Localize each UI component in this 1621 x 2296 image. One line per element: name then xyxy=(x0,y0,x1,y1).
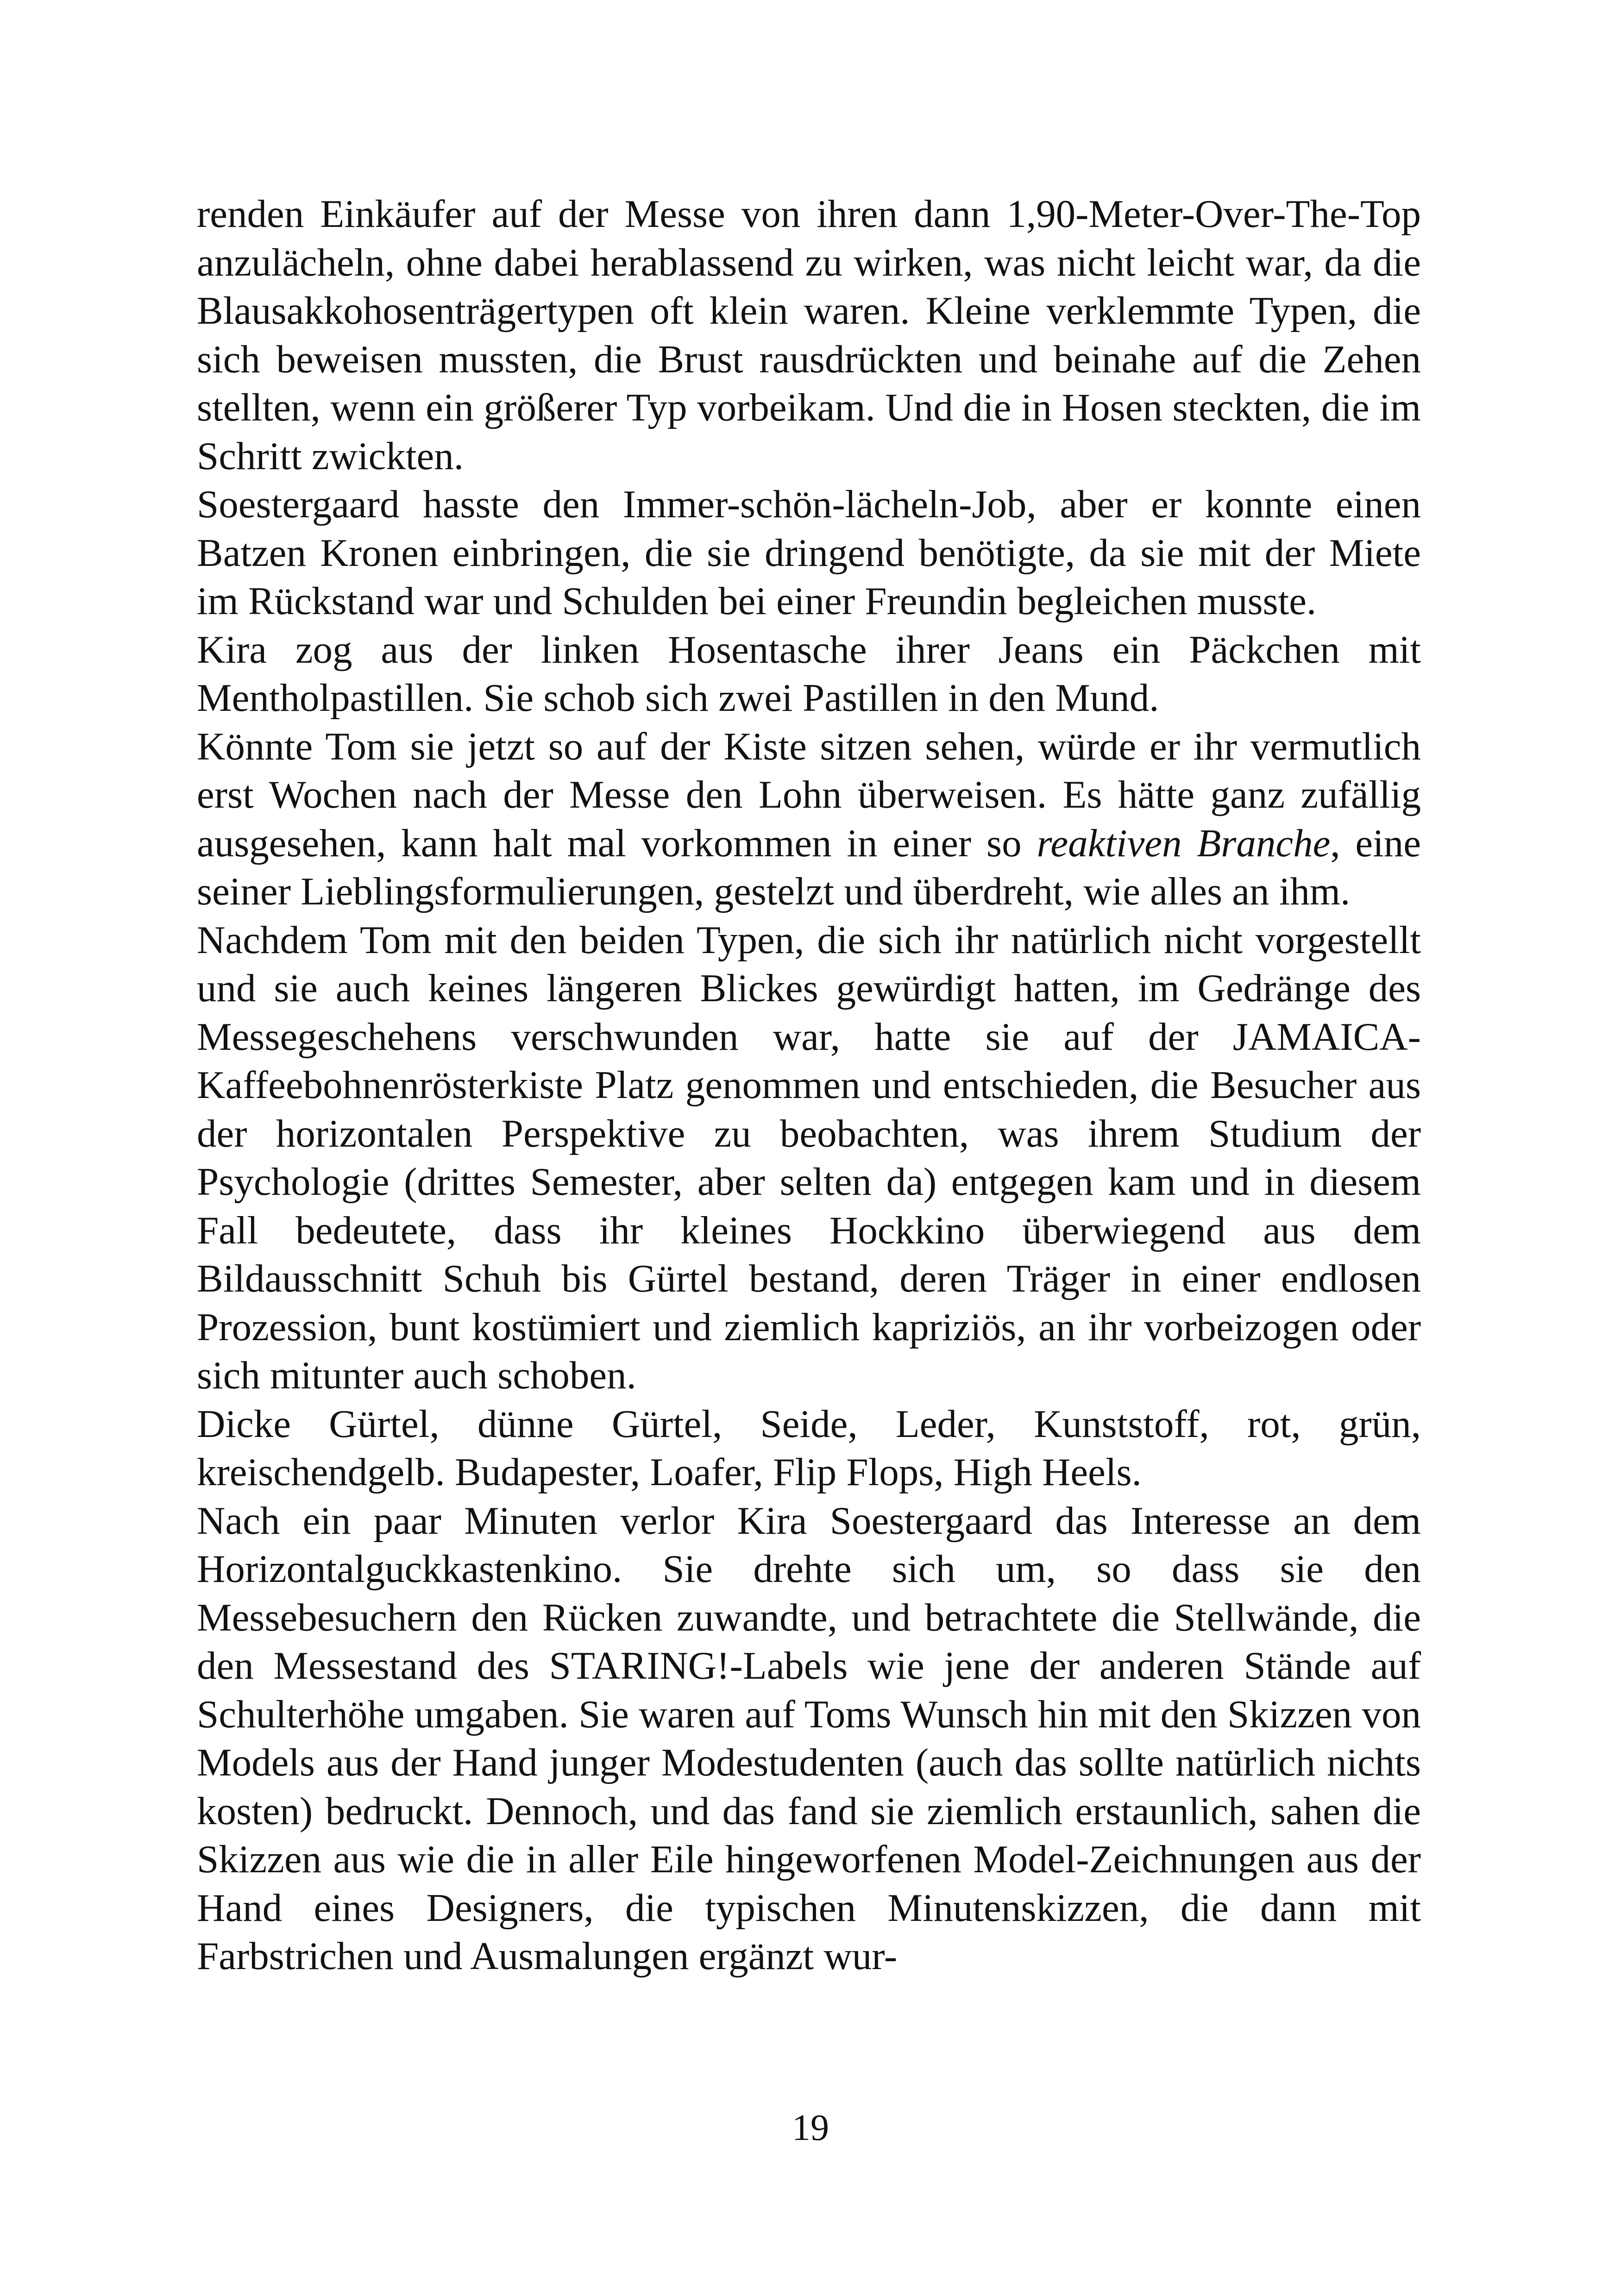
text-run: Könnte Tom sie jetzt so auf der Kiste sitzen sehen, würde er ihr vermutlich erst Wochen nach der Messe den Lohn überweisen. Es hätte ganz zufällig ausgesehen, kann halt mal vorkommen in einer so xyxy=(197,724,1421,865)
page-number: 19 xyxy=(792,2108,829,2148)
text-run: Soestergaard hasste den Immer-schön-lächeln-Job, aber er konnte einen Batzen Kronen einbringen, die sie dringend benötigte, da sie mit der Miete im Rückstand war und Schulden bei einer Freundin begleichen musste. xyxy=(197,483,1421,623)
text-run: Nachdem Tom mit den beiden Typen, die sich ihr natürlich nicht vorgestellt und sie auch keines längeren Blickes gewürdigt hatten, im Gedränge des Messegeschehens verschwunden war, hatte sie auf der JAMAICA-Kaffeebohnenrösterkiste Platz genommen und entschieden, die Besucher aus der horizontalen Perspektive zu beobachten, was ihrem Studium der Psychologie (drittes Semester, aber selten da) entgegen kam und in diesem Fall bedeutete, dass ihr kleines Hockkino überwiegend aus dem Bildausschnitt Schuh bis Gürtel bestand, deren Träger in einer endlosen Prozession, bunt kostümiert und ziemlich kapriziös, an ihr vorbeizogen oder sich mitunter auch schoben. xyxy=(197,918,1421,1397)
body-text xyxy=(197,190,1421,1981)
text-run: Dicke Gürtel, dünne Gürtel, Seide, Leder, Kunststoff, rot, grün, kreischendgelb. Budapester, Loafer, Flip Flops, High Heels. xyxy=(197,1402,1421,1494)
text-run: Kira zog aus der linken Hosentasche ihrer Jeans ein Päckchen mit Mentholpastillen. Sie schob sich zwei Pastillen in den Mund. xyxy=(197,627,1421,720)
text-run: Nach ein paar Minuten verlor Kira Soestergaard das Interesse an dem Horizontalguckkastenkino. Sie drehte sich um, so dass sie den Messebesuchern den Rücken zuwandte, und betrachtete die Stellwände, die den Messestand des STARING!-Labels wie jene der anderen Stände auf Schulterhöhe umgaben. Sie waren auf Toms Wunsch hin mit den Skizzen von Models aus der Hand junger Modestudenten (auch das sollte natürlich nichts kosten) bedruckt. Dennoch, und das fand sie ziemlich erstaunlich, sahen die Skizzen aus wie die in aller Eile hingeworfenen Model-Zeichnungen aus der Hand eines Designers, die typischen Minutenskizzen, die dann mit Farbstrichen und Ausmalungen ergänzt wur- xyxy=(197,1499,1421,1978)
paragraph xyxy=(197,626,1421,722)
text-run: , eine seiner Lieblingsformulierungen, gestelzt und überdreht, wie alles an ihm. xyxy=(197,821,1421,913)
paragraph xyxy=(197,722,1421,916)
text-run: renden Einkäufer auf der Messe von ihren dann 1,90-Meter-Over-The-Top anzulächeln, ohne dabei herablassend zu wirken, was nicht leicht war, da die Blausakkohosenträgertypen oft klein waren. Kleine verklemmte Typen, die sich beweisen mussten, die Brust rausdrückten und beinahe auf die Zehen stellten, wenn ein größerer Typ vorbeikam. Und die in Hosen steckten, die im Schritt zwickten. xyxy=(197,192,1421,478)
paragraph xyxy=(197,1497,1421,1981)
italic-phrase: reaktiven Branche xyxy=(1037,821,1331,865)
paragraph xyxy=(197,1400,1421,1497)
paragraph xyxy=(197,916,1421,1400)
paragraph xyxy=(197,190,1421,480)
paragraph xyxy=(197,480,1421,626)
